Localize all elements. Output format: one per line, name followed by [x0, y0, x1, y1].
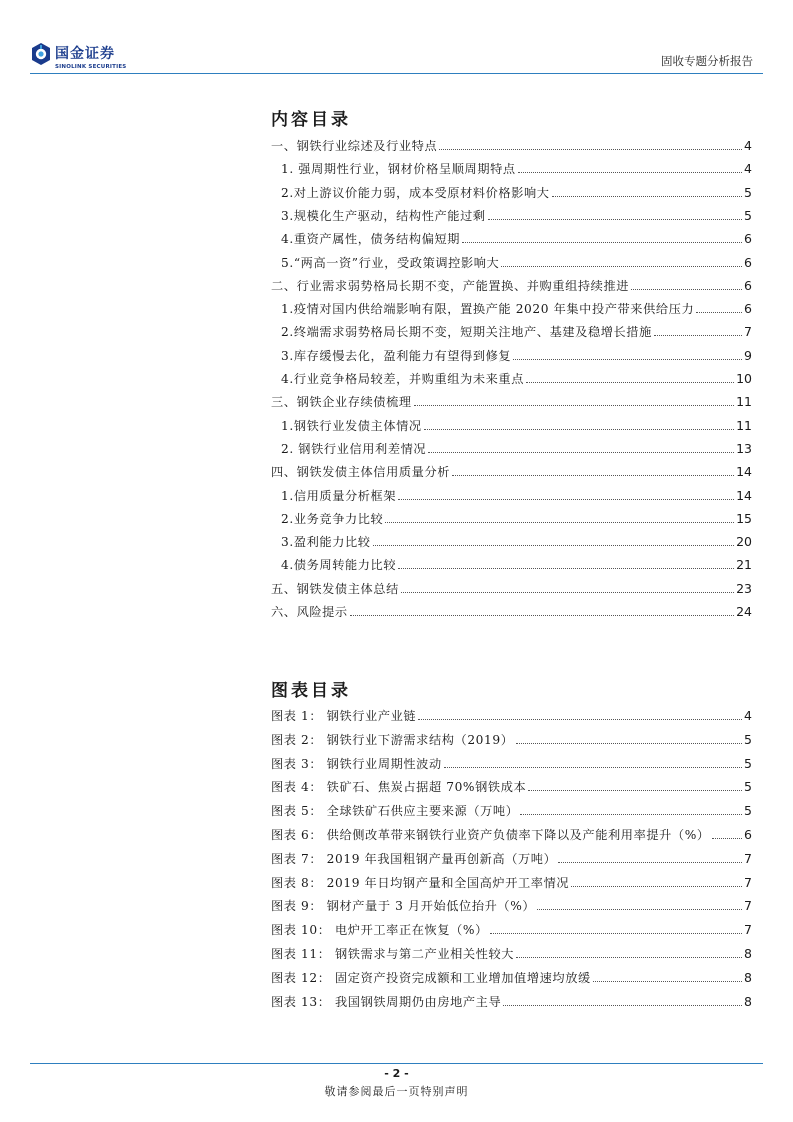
- entry-page-number: 6: [744, 231, 752, 247]
- entry-title: 1. 强周期性行业，钢材价格呈顺周期特点: [281, 162, 516, 177]
- entry-page-number: 15: [736, 510, 752, 526]
- dot-leader: [490, 933, 742, 934]
- dot-leader: [516, 743, 743, 744]
- header-divider: [30, 73, 763, 74]
- entry-title: 二、行业需求弱势格局长期不变，产能置换、并购重组持续推进: [271, 278, 630, 293]
- entry-title: 图表 9： 钢材产量于 3 月开始低位抬升（%）: [271, 899, 536, 914]
- entry-page-number: 6: [744, 254, 752, 270]
- page-header: [0, 0, 793, 80]
- dot-leader: [418, 719, 742, 720]
- entry-page-number: 9: [744, 347, 752, 363]
- figure-entry[interactable]: [271, 943, 752, 961]
- dot-leader: [439, 149, 742, 150]
- entry-title: 六、风险提示: [271, 605, 348, 619]
- toc-entry[interactable]: [281, 228, 752, 246]
- dot-leader: [401, 592, 734, 593]
- entry-title: 2.对上游议价能力弱，成本受原材料价格影响大: [281, 185, 550, 200]
- entry-title: 3.库存缓慢去化，盈利能力有望得到修复: [281, 348, 512, 363]
- logo-english-name: SINOLINK SECURITIES: [55, 64, 127, 70]
- entry-page-number: 6: [744, 277, 752, 293]
- toc-entry[interactable]: [281, 158, 752, 176]
- entry-page-number: 5: [744, 207, 752, 223]
- toc-entry[interactable]: [271, 275, 752, 293]
- page-number: - 2 -: [384, 1067, 409, 1080]
- figure-entry[interactable]: [271, 895, 752, 913]
- dot-leader: [552, 196, 742, 197]
- entry-page-number: 14: [736, 487, 752, 503]
- entry-page-number: 6: [744, 827, 752, 842]
- toc-entry[interactable]: [281, 368, 752, 386]
- entry-page-number: 7: [744, 874, 752, 890]
- entry-page-number: 4: [744, 161, 752, 177]
- toc-entry[interactable]: [281, 438, 752, 456]
- dot-leader: [571, 886, 742, 887]
- entry-title: 4.重资产属性，债务结构偏短期: [281, 232, 461, 247]
- entry-title: 图表 13： 我国钢铁周期仍由房地产主导: [271, 994, 502, 1009]
- entry-page-number: 8: [744, 993, 752, 1009]
- entry-title: 图表 2： 钢铁行业下游需求结构（2019）: [271, 732, 514, 747]
- report-type-label: 固收专题分析报告: [661, 54, 753, 68]
- dot-leader: [398, 499, 734, 500]
- dot-leader: [513, 359, 742, 360]
- dot-leader: [654, 335, 742, 336]
- entry-title: 4.债务周转能力比较: [281, 558, 397, 573]
- entry-page-number: 11: [736, 417, 752, 433]
- entry-title: 1.疫情对国内供给端影响有限，置换产能 2020 年集中投产带来供给压力: [281, 302, 695, 317]
- footer-disclaimer: 敬请参阅最后一页特别声明: [324, 1085, 469, 1098]
- entry-page-number: 5: [744, 803, 752, 819]
- toc-entry[interactable]: [281, 252, 752, 270]
- toc-entry[interactable]: [281, 205, 752, 223]
- entry-title: 一、钢铁行业综述及行业特点: [271, 139, 438, 153]
- contents-title: 内容目录: [271, 110, 351, 130]
- entry-title: 2.终端需求弱势格局长期不变，短期关注地产、基建及稳增长措施: [281, 325, 652, 340]
- dot-leader: [462, 242, 742, 243]
- entry-title: 3.规模化生产驱动，结构性产能过剩: [281, 208, 486, 223]
- entry-page-number: 24: [736, 604, 752, 619]
- entry-title: 三、钢铁企业存续债梳理: [271, 395, 412, 410]
- logo-mark-icon: [30, 42, 52, 66]
- toc-entry[interactable]: [281, 415, 752, 433]
- dot-leader: [631, 289, 742, 290]
- entry-page-number: 23: [736, 580, 752, 596]
- toc-entry[interactable]: [281, 321, 752, 339]
- toc-entry[interactable]: [271, 461, 752, 479]
- entry-page-number: 8: [744, 969, 752, 985]
- entry-page-number: 7: [744, 324, 752, 340]
- dot-leader: [428, 452, 734, 453]
- dot-leader: [424, 429, 734, 430]
- entry-title: 图表 1： 钢铁行业产业链: [271, 709, 417, 723]
- entry-page-number: 20: [736, 534, 752, 550]
- entry-title: 2.业务竞争力比较: [281, 511, 384, 526]
- entry-title: 图表 10： 电炉开工率正在恢复（%）: [271, 923, 488, 938]
- dot-leader: [537, 909, 742, 910]
- entry-page-number: 8: [744, 946, 752, 961]
- entry-page-number: 5: [744, 779, 752, 795]
- toc-entry[interactable]: [271, 135, 752, 153]
- entry-page-number: 4: [744, 138, 752, 153]
- toc-entry[interactable]: [281, 531, 752, 549]
- entry-title: 图表 8： 2019 年日均钢产量和全国高炉开工率情况: [271, 875, 570, 890]
- entry-page-number: 6: [744, 301, 752, 317]
- figure-entry[interactable]: [271, 919, 752, 937]
- figure-entry[interactable]: [271, 729, 752, 747]
- entry-title: 4.行业竞争格局较差，并购重组为未来重点: [281, 372, 525, 386]
- entry-page-number: 7: [744, 850, 752, 866]
- dot-leader: [350, 615, 734, 616]
- figure-entry[interactable]: [271, 848, 752, 866]
- dot-leader: [414, 405, 734, 406]
- toc-entry[interactable]: [281, 508, 752, 526]
- figure-entry[interactable]: [271, 872, 752, 890]
- entry-title: 图表 5： 全球铁矿石供应主要来源（万吨）: [271, 804, 519, 819]
- dot-leader: [518, 172, 742, 173]
- dot-leader: [520, 814, 742, 815]
- toc-entry[interactable]: [281, 182, 752, 200]
- dot-leader: [452, 475, 734, 476]
- entry-title: 1.信用质量分析框架: [281, 488, 397, 503]
- entry-title: 1.钢铁行业发债主体情况: [281, 418, 422, 433]
- toc-entry[interactable]: [271, 601, 752, 619]
- toc-entry[interactable]: [271, 578, 752, 596]
- entry-page-number: 7: [744, 922, 752, 938]
- entry-title: 5.“两高一资”行业，受政策调控影响大: [281, 255, 500, 270]
- dot-leader: [488, 219, 742, 220]
- entry-title: 图表 11： 钢铁需求与第二产业相关性较大: [271, 947, 515, 961]
- toc-entry[interactable]: [281, 554, 752, 572]
- entry-page-number: 14: [736, 464, 752, 480]
- toc-entry[interactable]: [281, 345, 752, 363]
- dot-leader: [526, 382, 734, 383]
- figure-entry[interactable]: [271, 753, 752, 771]
- entry-title: 2. 钢铁行业信用利差情况: [281, 441, 427, 456]
- dot-leader: [712, 838, 742, 839]
- toc-entry[interactable]: [271, 391, 752, 409]
- dot-leader: [593, 981, 742, 982]
- dot-leader: [516, 957, 742, 958]
- company-logo: [30, 42, 150, 72]
- entry-title: 图表 7： 2019 年我国粗钢产量再创新高（万吨）: [271, 851, 557, 866]
- figures-title: 图表目录: [271, 681, 351, 701]
- figure-entry[interactable]: [271, 800, 752, 818]
- figure-entry[interactable]: [271, 991, 752, 1009]
- figure-entry[interactable]: [271, 705, 752, 723]
- entry-title: 图表 12： 固定资产投资完成额和工业增加值增速均放缓: [271, 970, 591, 985]
- figure-entry[interactable]: [271, 967, 752, 985]
- dot-leader: [501, 266, 742, 267]
- entry-page-number: 5: [744, 755, 752, 771]
- dot-leader: [385, 522, 734, 523]
- entry-page-number: 7: [744, 898, 752, 914]
- entry-page-number: 4: [744, 708, 752, 723]
- logo-chinese-name: 国金证券: [55, 46, 115, 62]
- footer-divider: [30, 1063, 763, 1064]
- toc-entry[interactable]: [281, 485, 752, 503]
- entry-page-number: 5: [744, 184, 752, 200]
- entry-title: 图表 6： 供给侧改革带来钢铁行业资产负债率下降以及产能利用率提升（%）: [271, 828, 710, 842]
- entry-title: 四、钢铁发债主体信用质量分析: [271, 465, 451, 480]
- dot-leader: [503, 1005, 742, 1006]
- dot-leader: [528, 790, 742, 791]
- dot-leader: [398, 568, 734, 569]
- dot-leader: [696, 312, 742, 313]
- entry-page-number: 11: [736, 394, 752, 410]
- entry-page-number: 21: [736, 557, 752, 573]
- entry-title: 3.盈利能力比较: [281, 535, 371, 550]
- entry-page-number: 5: [744, 731, 752, 747]
- figure-entry[interactable]: [271, 776, 752, 794]
- dot-leader: [558, 862, 742, 863]
- entry-title: 五、钢铁发债主体总结: [271, 581, 399, 596]
- toc-entry[interactable]: [281, 298, 752, 316]
- entry-title: 图表 3： 钢铁行业周期性波动: [271, 756, 442, 771]
- dot-leader: [444, 767, 742, 768]
- figure-entry[interactable]: [271, 824, 752, 842]
- dot-leader: [373, 545, 735, 546]
- entry-page-number: 13: [736, 440, 752, 456]
- entry-page-number: 10: [736, 371, 752, 386]
- entry-title: 图表 4： 铁矿石、焦炭占据超 70%钢铁成本: [271, 780, 527, 795]
